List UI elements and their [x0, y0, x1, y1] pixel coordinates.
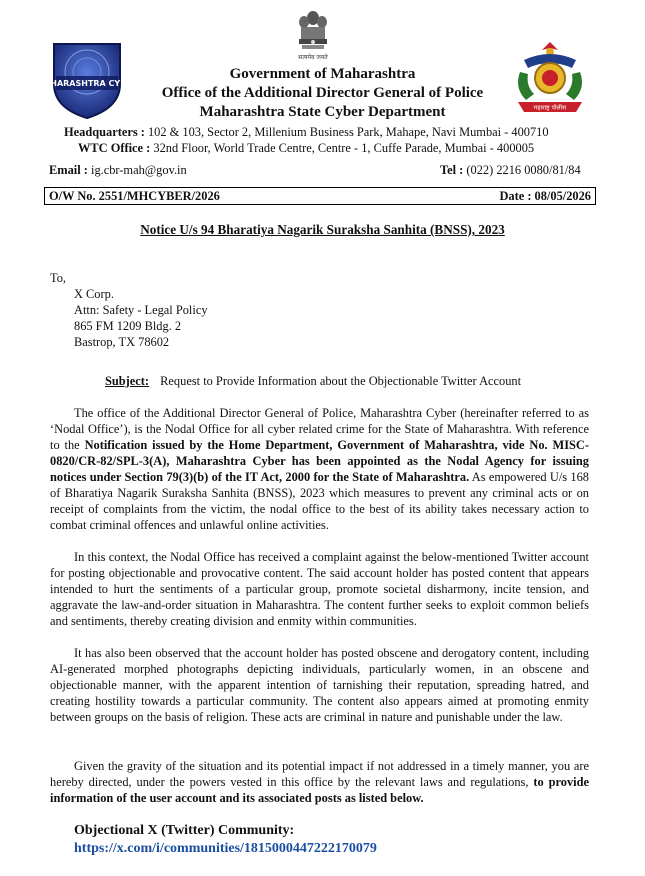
tel-value: (022) 2216 0080/81/84: [466, 163, 581, 177]
paragraph-complaint: In this context, the Nodal Office has received a complaint against the below-mentioned Twitter account for posting objectionable and provocative content. The said account holder has posted content that appears intended to hurt the sentiments of a particular group, promote societal disharmony, incite tension, and aggravate the law-and-order situation in Maharashtra. The content further seeks to exploit common beliefs and sentiments, thereby creating division and enmity within communities.: [50, 550, 589, 628]
hq-value: 102 & 103, Sector 2, Millenium Business Park, Mahape, Navi Mumbai - 400710: [147, 125, 549, 139]
paragraph-bold-text: to provide information of the user account and its associated posts as listed below.: [50, 775, 590, 805]
community-link[interactable]: https://x.com/i/communities/1815000447222170079: [74, 841, 377, 856]
reference-box: [44, 187, 596, 205]
crest-text: महाराष्ट्र पोलीस: [533, 104, 567, 112]
email-line: [49, 163, 187, 178]
cyber-logo-text: MAHARASHTRA CYBER: [36, 79, 138, 88]
emblem-motto: सत्यमेव जयते: [298, 54, 328, 61]
national-emblem-icon: [296, 8, 330, 66]
header-government: Government of Maharashtra: [229, 66, 416, 82]
wtc-value: 32nd Floor, World Trade Centre, Centre - 1, Cuffe Parade, Mumbai - 400005: [153, 141, 535, 155]
paragraph-text: Given the gravity of the situation and its potential impact if not addressed in a timely manner, you are hereby directed, under the powers vested in this office by the relevant laws and regulations,: [50, 759, 589, 789]
paragraph-nodal-office: [50, 405, 589, 533]
email-label: Email :: [49, 163, 88, 177]
recipient-line: X Corp.: [74, 287, 114, 301]
notice-title: Notice U/s 94 Bharatiya Nagarik Suraksha Sanhita (BNSS), 2023: [140, 222, 505, 237]
paragraph-text: As empowered U/s 168 of Bharatiya Nagarik Suraksha Sanhita (BNSS), 2023 which measures to prevent any criminal acts or on receipt of complaints from the victim, the nodal office to the best of its ability takes necessary action to combat criminal offences and unlawful online activities.: [50, 470, 589, 532]
paragraph-observation: It has also been observed that the account holder has posted obscene and derogatory content, including AI-generated morphed photographs depicting individuals, particularly women, in an obscene and objectionable manner, with the apparent intention of tarnishing their reputation, spreading hatred, and creating hostility towards a particular community. The content also appears aimed at promoting enmity between groups on the basis of religion. These acts are criminal in nature and punishable under the law.: [50, 646, 589, 724]
hq-label: Headquarters :: [64, 125, 145, 139]
recipient-line: Attn: Safety - Legal Policy: [74, 303, 208, 317]
subject-line: [105, 374, 521, 389]
tel-line: [440, 163, 581, 178]
outward-number: O/W No. 2551/MHCYBER/2026: [49, 189, 220, 203]
email-value[interactable]: ig.cbr-mah@gov.in: [91, 163, 187, 177]
letter-date: Date : 08/05/2026: [499, 189, 591, 203]
subject-text: Request to Provide Information about the Objectionable Twitter Account: [160, 374, 522, 388]
header-department: Maharashtra State Cyber Department: [199, 104, 446, 120]
recipient-line: 865 FM 1209 Bldg. 2: [74, 319, 182, 333]
paragraph-bold-text: Notification issued by the Home Department, Government of Maharashtra, vide No. MISC-0820/CR-82/SPL-3(A), Maharashtra Cyber has been appointed as the Nodal Agency for issuing notices under Section 79(3)(b) of the IT Act, 2000 for the State of Maharashtra.: [50, 438, 589, 484]
recipient-block: [50, 270, 208, 350]
tel-label: Tel :: [440, 163, 464, 177]
community-label: Objectional X (Twitter) Community:: [74, 823, 295, 838]
subject-label: Subject:: [105, 374, 150, 388]
header-office: Office of the Additional Director General of Police: [161, 85, 484, 101]
wtc-address: [78, 141, 534, 156]
to-label: To,: [50, 271, 66, 285]
wtc-label: WTC Office :: [78, 141, 151, 155]
recipient-line: Bastrop, TX 78602: [74, 335, 170, 349]
paragraph-text: The office of the Additional Director General of Police, Maharashtra Cyber (hereinafter referred to as ‘Nodal Office’), is the Nodal Office for all cyber related crime for the State of Maharashtra. With reference to the: [50, 406, 589, 452]
paragraph-direction: [50, 758, 589, 806]
hq-address: [64, 125, 549, 140]
